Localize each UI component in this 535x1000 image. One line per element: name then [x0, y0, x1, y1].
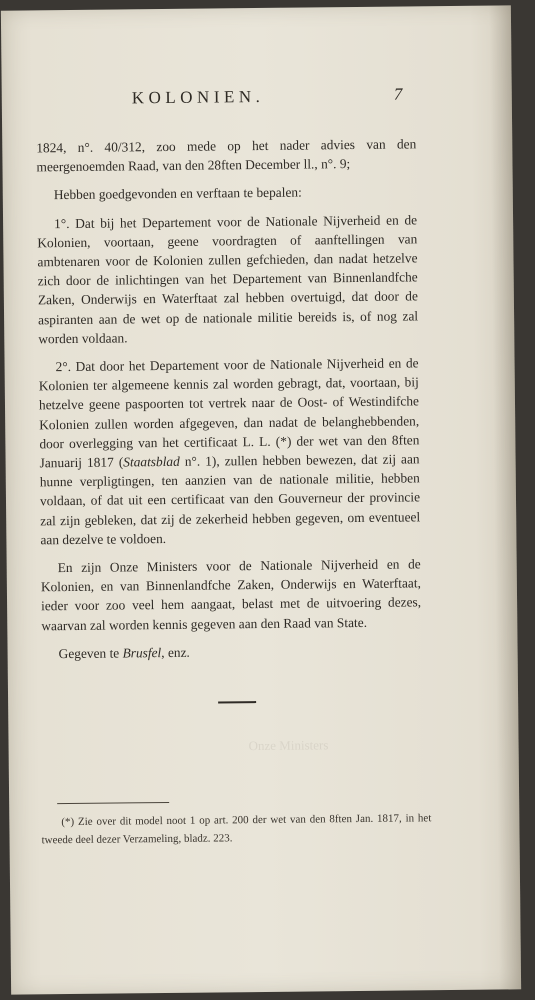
- place-name: Brusfel: [122, 644, 162, 661]
- given-at-text-b: , enz.: [161, 644, 190, 660]
- page-number: 7: [393, 84, 403, 104]
- paragraph-continuation: 1824, n°. 40/312, zoo mede op het nader advies van den meergenoemden Raad, van den 28ften December ll., n°. 9;: [36, 136, 417, 175]
- article-2-text-b: n°. 1), zullen hebben bewezen, dat zij aan hunne verpligtingen, ten aanzien van de nationale militie, hebben voldaan, of dat uit een certificaat van den Gouverneur der provincie zal zijn gebleken, dat zij de zekerheid hebben gegeven, om eventueel aan dezelve te voldoen.: [39, 451, 421, 548]
- footnote-text: (*) Zie over dit model noot 1 op art. 200 der wet van den 8ften Jan. 1817, in het tweede deel dezer Verzameling, bladz. 223.: [41, 812, 432, 847]
- paragraph-article-2: [38, 353, 420, 549]
- paragraph-ministers: En zijn Onze Ministers voor de Nationale Nijverheid en de Kolonien, en van Binnenlandfche Zaken, Onderwijs en Waterftaat, ieder voor zoo veel hem aangaat, belast met de uitvoering dezes, waarvan zal worden kennis gegeven aan den Raad van State.: [40, 556, 422, 633]
- section-divider: [218, 701, 256, 703]
- footnote-rule: [57, 802, 169, 804]
- article-2-text-a: 2°. Dat door het Departement voor de Nationale Nijverheid en de Kolonien ter algemeene kennis zal worden gebragt, dat, voortaan, bij hetzelve geene paspoorten tot vertrek naar de Oost- of Westindifche Kolonien zullen worden afgegeven, dan nadat de belanghebbenden, door overlegging van het certificaat L. L. (*) der wet van den 8ften Januarij 1817 (: [38, 355, 420, 471]
- running-head: KOLONIEN.: [131, 86, 265, 108]
- paragraph-given-at: [41, 640, 421, 663]
- paragraph-decision: Hebben goedgevonden en verftaan te bepalen:: [53, 184, 302, 203]
- footnote: [41, 809, 431, 849]
- book-page: [1, 5, 521, 994]
- main-text: [36, 134, 422, 672]
- paragraph-article-1: 1°. Dat bij het Departement voor de Nationale Nijverheid en de Kolonien, voortaan, geene voordragten of aanftellingen van ambtenaren voor de Kolonien zullen gefchieden, dan nadat hetzelve zich door de inlichtingen van het Departement van Binnenlandfche Zaken, Onderwijs en Waterftaat zal hebben overtuigd, dat door de aspiranten aan de wet op de nationale militie bereids is, of nog zal worden voldaan.: [37, 211, 419, 347]
- given-at-text-a: Gegeven te: [58, 645, 123, 662]
- bleed-through-text: Onze Ministers: [248, 737, 329, 754]
- staatsblad-reference: Staatsblad: [123, 453, 180, 470]
- page-edge-shadow: [489, 5, 521, 989]
